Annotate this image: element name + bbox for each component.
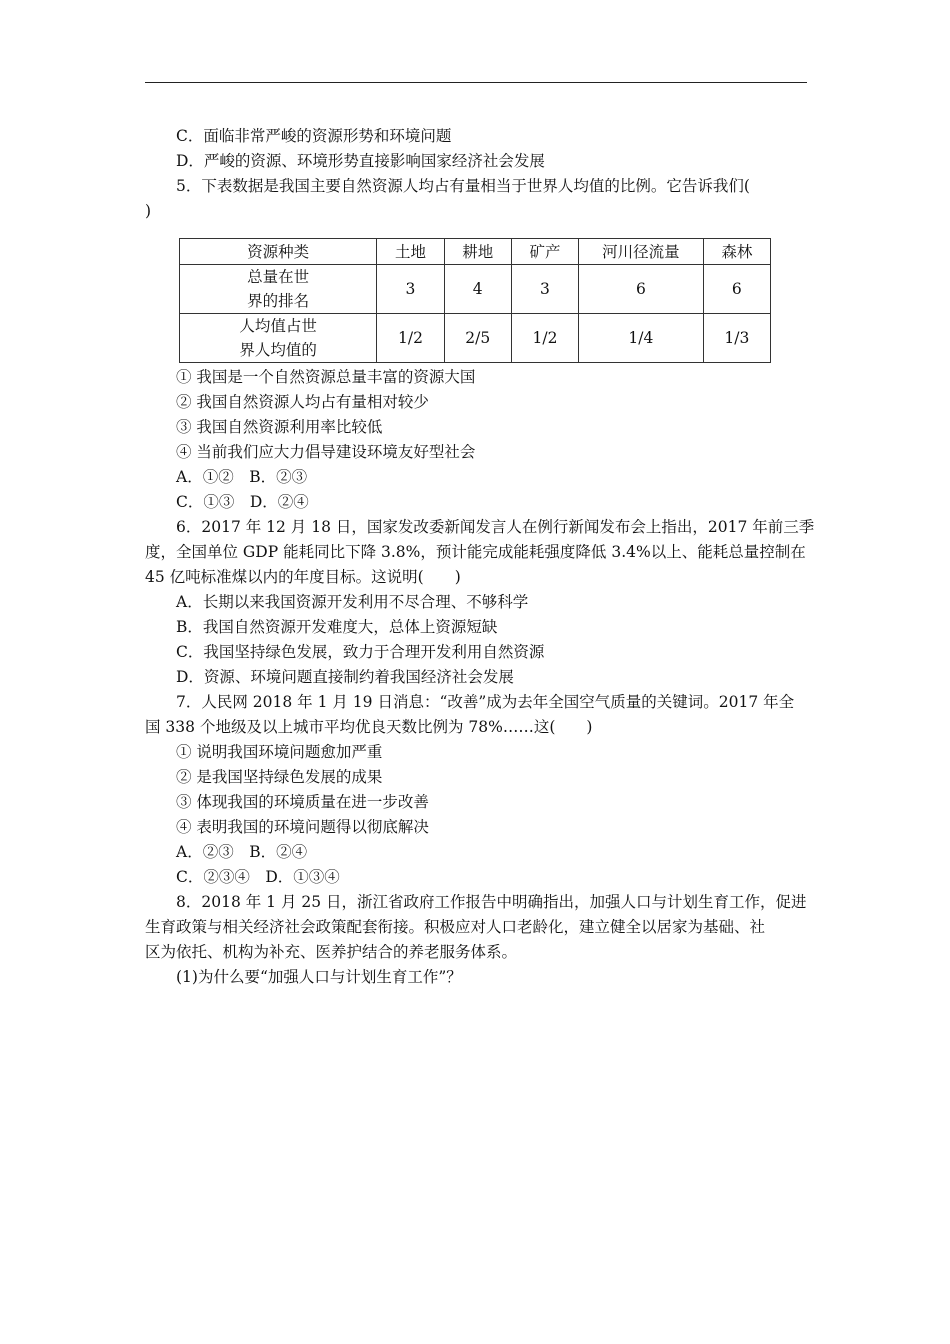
q6-choice-c: C．我国坚持绿色发展，致力于合理开发利用自然资源 xyxy=(176,643,545,661)
table-cell: 1/3 xyxy=(703,314,770,363)
q6-stem-line3: 45 亿吨标准煤以内的年度目标。这说明( ) xyxy=(145,568,461,586)
question-page xyxy=(145,124,815,990)
q5-statement-4: ④ 当前我们应大力倡导建设环境友好型社会 xyxy=(176,443,476,461)
table-cell: 3 xyxy=(377,265,444,314)
q8-subquestion-1: (1)为什么要“加强人口与计划生育工作”？ xyxy=(176,968,462,986)
q7-statement-3: ③ 体现我国的环境质量在进一步改善 xyxy=(176,793,429,811)
table-header-cell: 森林 xyxy=(703,239,770,265)
q7-statement-1: ① 说明我国环境问题愈加严重 xyxy=(176,743,383,761)
table-header-cell: 耕地 xyxy=(444,239,511,265)
q6-choice-a: A．长期以来我国资源开发利用不尽合理、不够科学 xyxy=(176,593,529,611)
header-rule xyxy=(145,82,807,83)
q7-statement-4: ④ 表明我国的环境问题得以彻底解决 xyxy=(176,818,429,836)
row1-label-b: 界的排名 xyxy=(247,292,310,310)
table-cell: 2/5 xyxy=(444,314,511,363)
q5-stem-line1: 5．下表数据是我国主要自然资源人均占有量相当于世界人均值的比例。它告诉我们( xyxy=(176,177,750,195)
q4-option-c: C．面临非常严峻的资源形势和环境问题 xyxy=(176,127,452,145)
table-row xyxy=(180,265,771,314)
table-cell: 1/2 xyxy=(511,314,578,363)
q5-statement-1: ① 我国是一个自然资源总量丰富的资源大国 xyxy=(176,368,476,386)
q5-statement-3: ③ 我国自然资源利用率比较低 xyxy=(176,418,383,436)
q5-statement-2: ② 我国自然资源人均占有量相对较少 xyxy=(176,393,429,411)
row2-label-b: 界人均值的 xyxy=(239,341,317,359)
q5-choices-ab: A．①② B．②③ xyxy=(176,468,308,486)
table-cell: 4 xyxy=(444,265,511,314)
table-row-label xyxy=(180,265,377,314)
table-cell: 3 xyxy=(511,265,578,314)
q8-stem-line2: 生育政策与相关经济社会政策配套衔接。积极应对人口老龄化，建立健全以居家为基础、社 xyxy=(145,918,766,936)
q4-option-d: D．严峻的资源、环境形势直接影响国家经济社会发展 xyxy=(176,152,545,170)
q5-table-wrap xyxy=(145,238,807,363)
table-cell: 1/4 xyxy=(579,314,704,363)
table-header-cell: 矿产 xyxy=(511,239,578,265)
q5-stem-line2: ) xyxy=(145,202,152,220)
q6-stem-line2: 度，全国单位 GDP 能耗同比下降 3.8%，预计能完成能耗强度降低 3.4%以上、能耗总量控制在 xyxy=(145,543,806,561)
q7-choices-ab: A．②③ B．②④ xyxy=(176,843,308,861)
q5-choices-cd: C．①③ D．②④ xyxy=(176,493,309,511)
q8-stem-line3: 区为依托、机构为补充、医养护结合的养老服务体系。 xyxy=(145,943,518,961)
q6-choice-d: D．资源、环境问题直接制约着我国经济社会发展 xyxy=(176,668,514,686)
q7-statement-2: ② 是我国坚持绿色发展的成果 xyxy=(176,768,383,786)
q7-stem-line1: 7．人民网 2018 年 1 月 19 日消息：“改善”成为去年全国空气质量的关键词。2017 年全 xyxy=(176,693,795,711)
table-header-cell: 资源种类 xyxy=(180,239,377,265)
q7-stem-line2: 国 338 个地级及以上城市平均优良天数比例为 78%……这( ) xyxy=(145,718,593,736)
table-header-cell: 河川径流量 xyxy=(579,239,704,265)
resource-table xyxy=(179,238,771,363)
table-cell: 1/2 xyxy=(377,314,444,363)
q7-choices-cd: C．②③④ D．①③④ xyxy=(176,868,340,886)
table-header-cell: 土地 xyxy=(377,239,444,265)
q6-choice-b: B．我国自然资源开发难度大，总体上资源短缺 xyxy=(176,618,498,636)
row1-label-a: 总量在世 xyxy=(247,268,310,286)
table-header-row xyxy=(180,239,771,265)
row2-label-a: 人均值占世 xyxy=(239,317,317,335)
table-cell: 6 xyxy=(703,265,770,314)
q8-stem-line1: 8．2018 年 1 月 25 日，浙江省政府工作报告中明确指出，加强人口与计划生育工作，促进 xyxy=(176,893,807,911)
table-row-label xyxy=(180,314,377,363)
table-row xyxy=(180,314,771,363)
q6-stem-line1: 6．2017 年 12 月 18 日，国家发改委新闻发言人在例行新闻发布会上指出，2017 年前三季 xyxy=(176,518,815,536)
table-cell: 6 xyxy=(579,265,704,314)
